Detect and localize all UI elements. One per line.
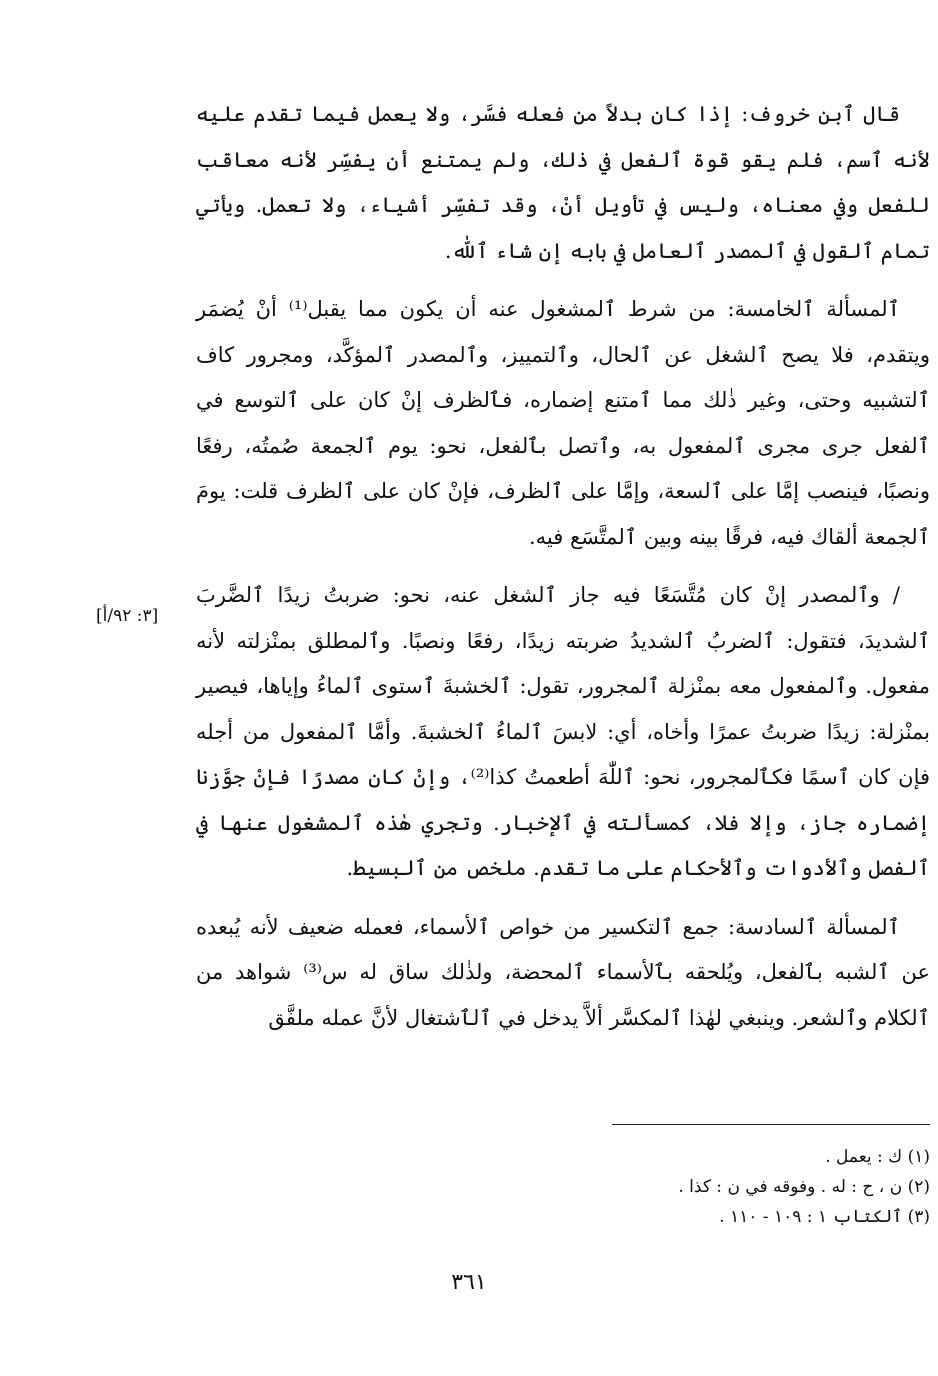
footnote-1: (١) ك : يعمل . <box>825 1147 930 1167</box>
paragraph-text: قال ٱبن خروف: إذا كان بدلاً من فعله فسَّر، ولا يعمل فيما تقدم عليه لأنه ٱسم، فلم يقو قوة ٱلفعل في ذٰلك، ولم يمتنع أن يفسِّر لأنه معاقب للفعل وفي معناه، وليس في تأويل أنْ، وقد تفسِّر أشياء، ولا تعمل. ويأتي تمام ٱلقول في ٱلمصدر ٱلعامل في بابه إن شاء ٱللّٰه. <box>196 102 930 263</box>
paragraph-text: ٱلمسألة ٱلسادسة: جمع ٱلتكسير من خواص ٱلأسماء، فعمله ضعيف لأنه يُبعده عن ٱلشبه بٱلفعل، ويُلحقه بٱلأسماء ٱلمحضة، ولذٰلك ساق له س⁽³⁾ شواهد من ٱلكلام وٱلشعر. وينبغي لهٰذا ٱلمكسَّر ألاَّ يدخل في ٱلٱشتغال لأنَّ عمله ملفَّق <box>196 914 930 1030</box>
paragraph-ibn-kharuf <box>196 92 930 274</box>
footnote-2: (٢) ن ، ح : له . وفوقه في ن : كذا . <box>678 1177 930 1197</box>
paragraph-text: ٱلمسألة ٱلخامسة: من شرط ٱلمشغول عنه أن يكون مما يقبل⁽¹⁾ أنْ يُضمَر ويتقدم، فلا يصح ٱلشغل عن ٱلحال، وٱلتمييز، وٱلمصدر ٱلمؤكَّد، ومجرور كاف ٱلتشبيه وحتى، وغير ذٰلك مما ٱمتنع إضماره، فٱلظرف إنْ كان على ٱلتوسع في ٱلفعل جرى مجرى ٱلمفعول به، وٱتصل بٱلفعل، نحو: يوم ٱلجمعة صُمتُه، رفعًا ونصبًا، فينصب إمَّا على ٱلسعة، وإمَّا على ٱلظرف، فإنْ كان على ٱلظرف قلت: يومَ ٱلجمعة ألقاك فيه، فرقًا بينه وبين ٱلمتَّسَع فيه. <box>196 297 930 549</box>
footnote-divider <box>612 1124 930 1125</box>
paragraph-masdar <box>196 573 930 892</box>
main-text <box>196 92 930 1054</box>
paragraph-fifth-issue <box>196 287 930 560</box>
paragraph-text: / وٱلمصدر إنْ كان مُتَّسَعًا فيه جاز ٱلشغل عنه، نحو: ضربتُ زيدًا ٱلضَّربَ ٱلشديدَ، فتقول: ٱلضربُ ٱلشديدُ ضربته زيدًا، رفعًا ونصبًا. وٱلمطلق بمنْزلته لأنه مفعول. وٱلمفعول معه بمنْزلة ٱلمجرور، تقول: ٱلخشبةَ ٱستوى ٱلماءُ وإياها، فيصير بمنْزلة: زيدًا ضربتُ عمرًا وأخاه، أي: لابسَ ٱلماءُ ٱلخشبةَ. وأمَّا ٱلمفعول من أجله فإن كان ٱسمًا فكٱلمجرور، نحو: ٱللّٰهَ أطعمتُ كذا⁽²⁾، وإنْ كان مصدرًا فإنْ جوَّزنا إضماره جاز، وإلا فلا، كمسألته في ٱلإخبار. وتجري هٰذه ٱلمشغول عنها في ٱلفصل وٱلأدوات وٱلأحكام على ما تقدم. ملخص من ٱلبسيط. <box>196 583 931 880</box>
page-number: ٣٦١ <box>451 1270 487 1295</box>
manuscript-margin-reference: [٣: ٩٢/أ] <box>96 606 159 626</box>
footnotes <box>520 1142 930 1232</box>
paragraph-sixth-issue <box>196 905 930 1042</box>
footnote-3: (٣) ٱلكتاب ١ : ١٠٩ - ١١٠ . <box>719 1207 930 1227</box>
